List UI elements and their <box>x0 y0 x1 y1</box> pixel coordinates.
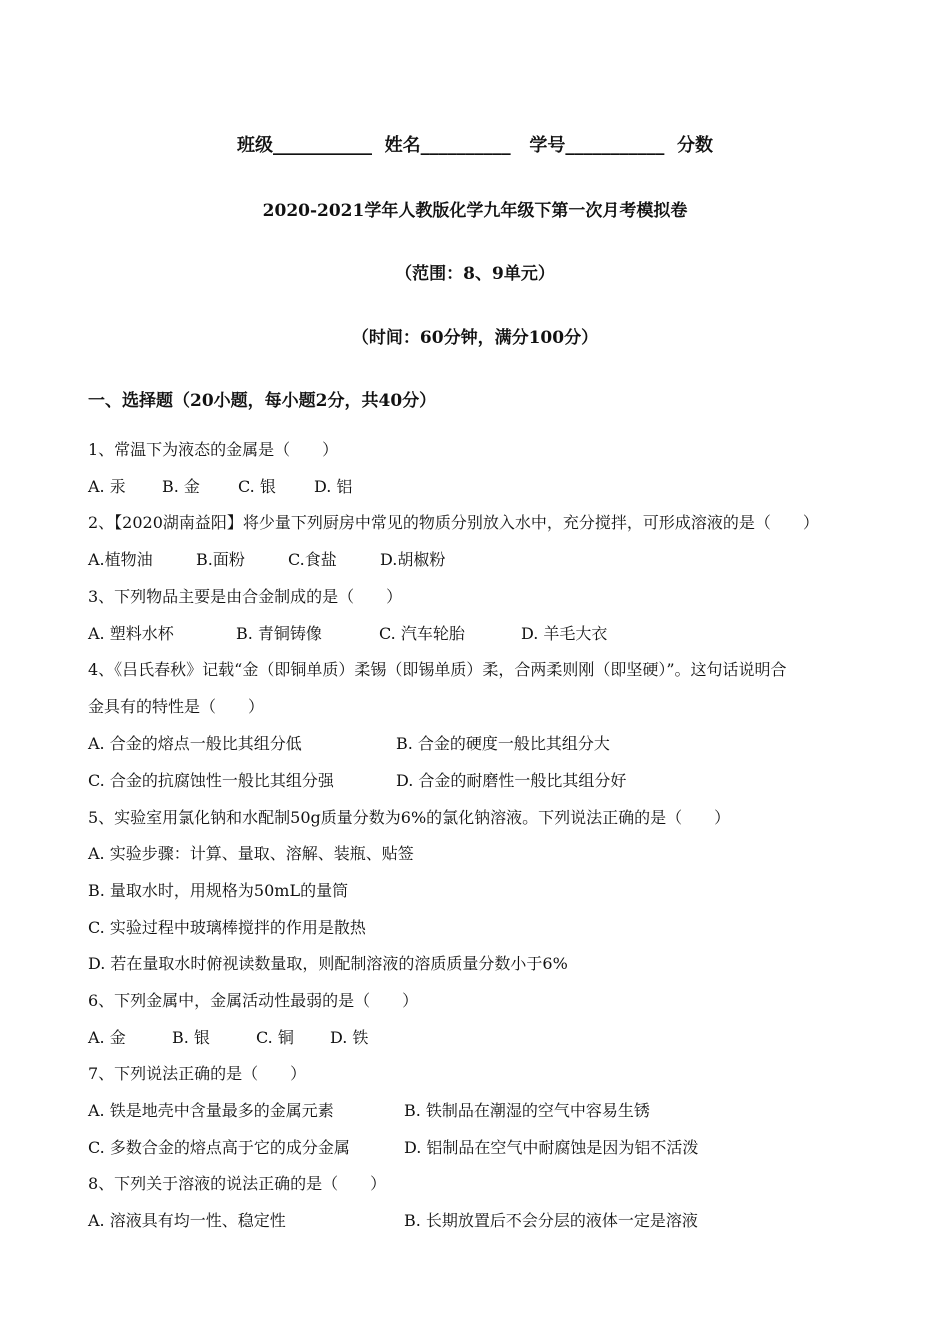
q1-option-a: A. 汞 <box>88 477 126 496</box>
question-8-stem: 8、下列关于溶液的说法正确的是（ ） <box>88 1174 387 1193</box>
q3-option-b: B. 青铜铸像 <box>236 624 322 643</box>
exam-time: （时间：60分钟，满分100分） <box>351 328 599 348</box>
q6-option-b: B. 银 <box>172 1028 210 1047</box>
student-id-label: 学号 <box>529 135 566 156</box>
question-5-stem: 5、实验室用氯化钠和水配制50g质量分数为6%的氯化钠溶液。下列说法正确的是（ ） <box>88 808 731 827</box>
question-6-stem: 6、下列金属中，金属活动性最弱的是（ ） <box>88 991 419 1010</box>
question-2-options <box>88 547 445 570</box>
exam-title: 2020-2021学年人教版化学九年级下第一次月考模拟卷 <box>262 201 688 221</box>
q1-option-c: C. 银 <box>238 477 276 496</box>
q7-option-b: B. 铁制品在潮湿的空气中容易生锈 <box>404 1101 650 1120</box>
q7-option-c: C. 多数合金的熔点高于它的成分金属 <box>88 1138 350 1157</box>
header-fields: 班级___________ 姓名__________ 学号___________ 分数 <box>237 135 713 156</box>
q3-option-a: A. 塑料水杯 <box>88 624 174 643</box>
q4-option-b: B. 合金的硬度一般比其组分大 <box>396 734 610 753</box>
q3-option-c: C. 汽车轮胎 <box>379 624 465 643</box>
exam-scope: （范围：8、9单元） <box>395 264 555 284</box>
q7-option-a: A. 铁是地壳中含量最多的金属元素 <box>88 1101 334 1120</box>
q8-option-b: B. 长期放置后不会分层的液体一定是溶液 <box>404 1211 698 1230</box>
question-7-stem: 7、下列说法正确的是（ ） <box>88 1064 307 1083</box>
q4-option-a: A. 合金的熔点一般比其组分低 <box>88 734 302 753</box>
question-6-options <box>88 1025 368 1048</box>
q4-option-d: D. 合金的耐磨性一般比其组分好 <box>396 771 627 790</box>
q8-option-a: A. 溶液具有均一性、稳定性 <box>88 1211 286 1230</box>
class-label: 班级 <box>237 135 274 156</box>
q1-option-b: B. 金 <box>162 477 200 496</box>
q2-option-c: C.食盐 <box>288 550 337 569</box>
q6-option-d: D. 铁 <box>330 1028 369 1047</box>
q6-option-a: A. 金 <box>88 1028 126 1047</box>
q5-option-c: C. 实验过程中玻璃棒搅拌的作用是散热 <box>88 918 366 937</box>
q4-option-c: C. 合金的抗腐蚀性一般比其组分强 <box>88 771 334 790</box>
q2-option-b: B.面粉 <box>196 550 245 569</box>
q5-option-d: D. 若在量取水时俯视读数量取，则配制溶液的溶质质量分数小于6% <box>88 954 568 973</box>
q6-option-c: C. 铜 <box>256 1028 294 1047</box>
q2-option-a: A.植物油 <box>88 550 153 569</box>
q5-option-a: A. 实验步骤：计算、量取、溶解、装瓶、贴签 <box>88 844 414 863</box>
question-3-options <box>88 621 607 644</box>
question-2-stem: 2、【2020湖南益阳】将少量下列厨房中常见的物质分别放入水中，充分搅拌，可形成溶液的是（ ） <box>88 513 819 532</box>
q7-option-d: D. 铝制品在空气中耐腐蚀是因为铝不活泼 <box>404 1138 699 1157</box>
question-4-stem-line1: 4、《吕氏春秋》记载“金（即铜单质）柔锡（即锡单质）柔，合两柔则刚（即坚硬）”。这句话说明合 <box>88 660 787 679</box>
q2-option-d: D.胡椒粉 <box>380 550 446 569</box>
q1-option-d: D. 铝 <box>314 477 353 496</box>
question-4-stem-line2: 金具有的特性是（ ） <box>88 697 265 716</box>
q5-option-b: B. 量取水时，用规格为50mL的量筒 <box>88 881 349 900</box>
question-1-options <box>88 474 352 497</box>
score-label: 分数 <box>676 135 713 156</box>
question-3-stem: 3、下列物品主要是由合金制成的是（ ） <box>88 587 403 606</box>
section-heading: 一、选择题（20小题，每小题2分，共40分） <box>88 391 437 411</box>
question-1-stem: 1、常温下为液态的金属是（ ） <box>88 440 339 459</box>
name-label: 姓名 <box>384 135 421 156</box>
q3-option-d: D. 羊毛大衣 <box>521 624 608 643</box>
